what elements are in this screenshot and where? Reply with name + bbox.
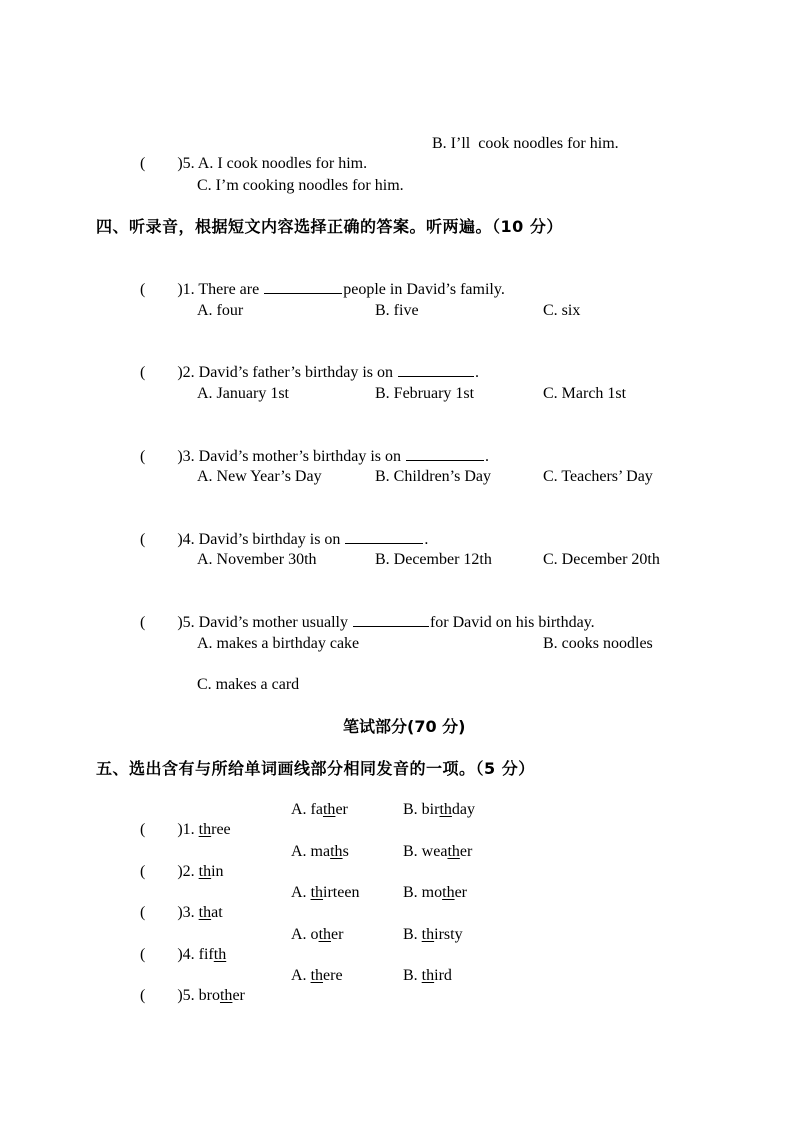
section-4-heading: 四、听录音，根据短文内容选择正确的答案。听两遍。（10 分） <box>96 217 563 236</box>
answer-blank <box>345 529 423 544</box>
word-part: A. ma <box>291 843 331 860</box>
underlined-part: th <box>219 987 233 1004</box>
word-part: day <box>451 801 476 818</box>
answer-blank <box>353 612 429 627</box>
underlined-part: th <box>318 926 332 943</box>
stem-text: people in David’s family. <box>343 281 505 298</box>
word-part: B. <box>403 926 422 943</box>
option-a <box>291 883 359 903</box>
word-part: ird <box>434 967 452 984</box>
word-part: bro <box>198 987 220 1004</box>
section-5-heading: 五、选出含有与所给单词画线部分相同发音的一项。（5 分） <box>96 759 535 778</box>
option-b: B. February 1st <box>375 385 475 402</box>
word-part: B. bir <box>403 801 440 818</box>
option-a: A. November 30th <box>197 551 317 568</box>
word-part: s <box>342 843 349 860</box>
question-number: ( )2. <box>140 364 199 381</box>
underlined-part: th <box>439 801 452 818</box>
stem-text: . <box>475 364 479 381</box>
stem-text: for David on his birthday. <box>429 614 595 631</box>
answer-blank <box>264 279 342 294</box>
word-part: in <box>211 863 224 880</box>
p4-q5-stem <box>132 592 595 633</box>
word-part: er <box>232 987 245 1004</box>
p3-q5-option-b: B. I’ll cook noodles for him. <box>432 135 619 152</box>
underlined-part: th <box>330 843 343 860</box>
underlined-part: th <box>198 863 212 880</box>
underlined-part: th <box>447 843 460 860</box>
p5-row-3 <box>132 883 223 923</box>
stem-text: . <box>485 448 490 465</box>
p4-q3-stem <box>132 426 489 467</box>
stem-text: David’s father’s birthday is on <box>198 364 397 381</box>
question-number: ( )3. <box>140 904 199 921</box>
p5-row-5 <box>132 966 245 1006</box>
option-b <box>403 800 475 820</box>
p5-row-1 <box>132 800 231 840</box>
option-a <box>291 842 349 862</box>
answer-blank <box>398 362 474 377</box>
word-part: A. o <box>291 926 319 943</box>
option-a: A. four <box>197 302 244 319</box>
underlined-part: th <box>421 926 435 943</box>
question-number: ( )4. <box>140 946 199 963</box>
p4-q1-stem <box>132 259 505 300</box>
word-part: er <box>335 801 348 818</box>
underlined-part: th <box>198 821 212 838</box>
word-part: ere <box>323 967 343 984</box>
word-part: er <box>331 926 344 943</box>
p3-q5-option-c: C. I’m cooking noodles for him. <box>197 177 404 194</box>
option-a: A. I cook noodles for him. <box>197 155 368 172</box>
word-part: B. wea <box>403 843 448 860</box>
question-number: ( )4. <box>140 531 199 548</box>
question-number: ( )1. <box>140 821 199 838</box>
option-a <box>291 925 343 945</box>
word-part: A. <box>291 884 311 901</box>
underlined-part: th <box>198 904 212 921</box>
word-part: irsty <box>434 926 463 943</box>
word-part: A. fa <box>291 801 323 818</box>
underlined-part: th <box>442 884 455 901</box>
word-part: A. <box>291 967 311 984</box>
word-part: at <box>211 904 223 921</box>
question-number: ( )5. <box>140 987 199 1004</box>
question-number: ( )1. <box>140 281 199 298</box>
underlined-part: th <box>421 967 435 984</box>
p4-q4-stem <box>132 509 428 550</box>
option-b <box>403 966 452 986</box>
word-part: er <box>459 843 473 860</box>
stem-text: . <box>424 531 429 548</box>
option-c: C. December 20th <box>543 551 660 568</box>
p5-row-2 <box>132 842 224 882</box>
stem-text: David’s mother’s birthday is on <box>198 448 406 465</box>
p3-q5-line <box>132 134 367 174</box>
option-b: B. December 12th <box>375 551 492 568</box>
stem-text: There are <box>198 281 264 298</box>
option-b <box>403 842 472 862</box>
underlined-part: th <box>310 967 324 984</box>
written-section-title: 笔试部分(70 分) <box>343 717 466 736</box>
option-a <box>291 800 348 820</box>
option-b <box>403 925 463 945</box>
word-part: B. <box>403 967 422 984</box>
p5-row-4 <box>132 925 226 965</box>
option-b: B. cooks noodles <box>543 635 653 652</box>
option-a: A. New Year’s Day <box>197 468 322 485</box>
option-a: A. January 1st <box>197 385 289 402</box>
word-part: B. mo <box>403 884 443 901</box>
option-c: C. six <box>543 302 581 319</box>
option-b <box>403 883 467 903</box>
option-c: C. March 1st <box>543 385 627 402</box>
question-number: ( )5. <box>140 155 198 172</box>
question-number: ( )3. <box>140 448 199 465</box>
option-b: B. five <box>375 302 419 319</box>
stem-text: David’s birthday is on <box>198 531 345 548</box>
word-part: er <box>454 884 468 901</box>
option-b: B. Children’s Day <box>375 468 491 485</box>
question-number: ( )5. <box>140 614 199 631</box>
question-number: ( )2. <box>140 863 199 880</box>
stem-text: David’s mother usually <box>198 614 352 631</box>
underlined-part: th <box>310 884 324 901</box>
underlined-part: th <box>213 946 227 963</box>
option-a: A. makes a birthday cake <box>197 635 360 652</box>
option-c: C. makes a card <box>197 676 300 693</box>
word-part: ree <box>211 821 231 838</box>
p4-q2-stem <box>132 342 479 383</box>
word-part: fif <box>198 946 214 963</box>
answer-blank <box>406 446 484 461</box>
underlined-part: th <box>322 801 336 818</box>
word-part: irteen <box>323 884 360 901</box>
option-c: C. Teachers’ Day <box>543 468 653 485</box>
option-a <box>291 966 343 986</box>
